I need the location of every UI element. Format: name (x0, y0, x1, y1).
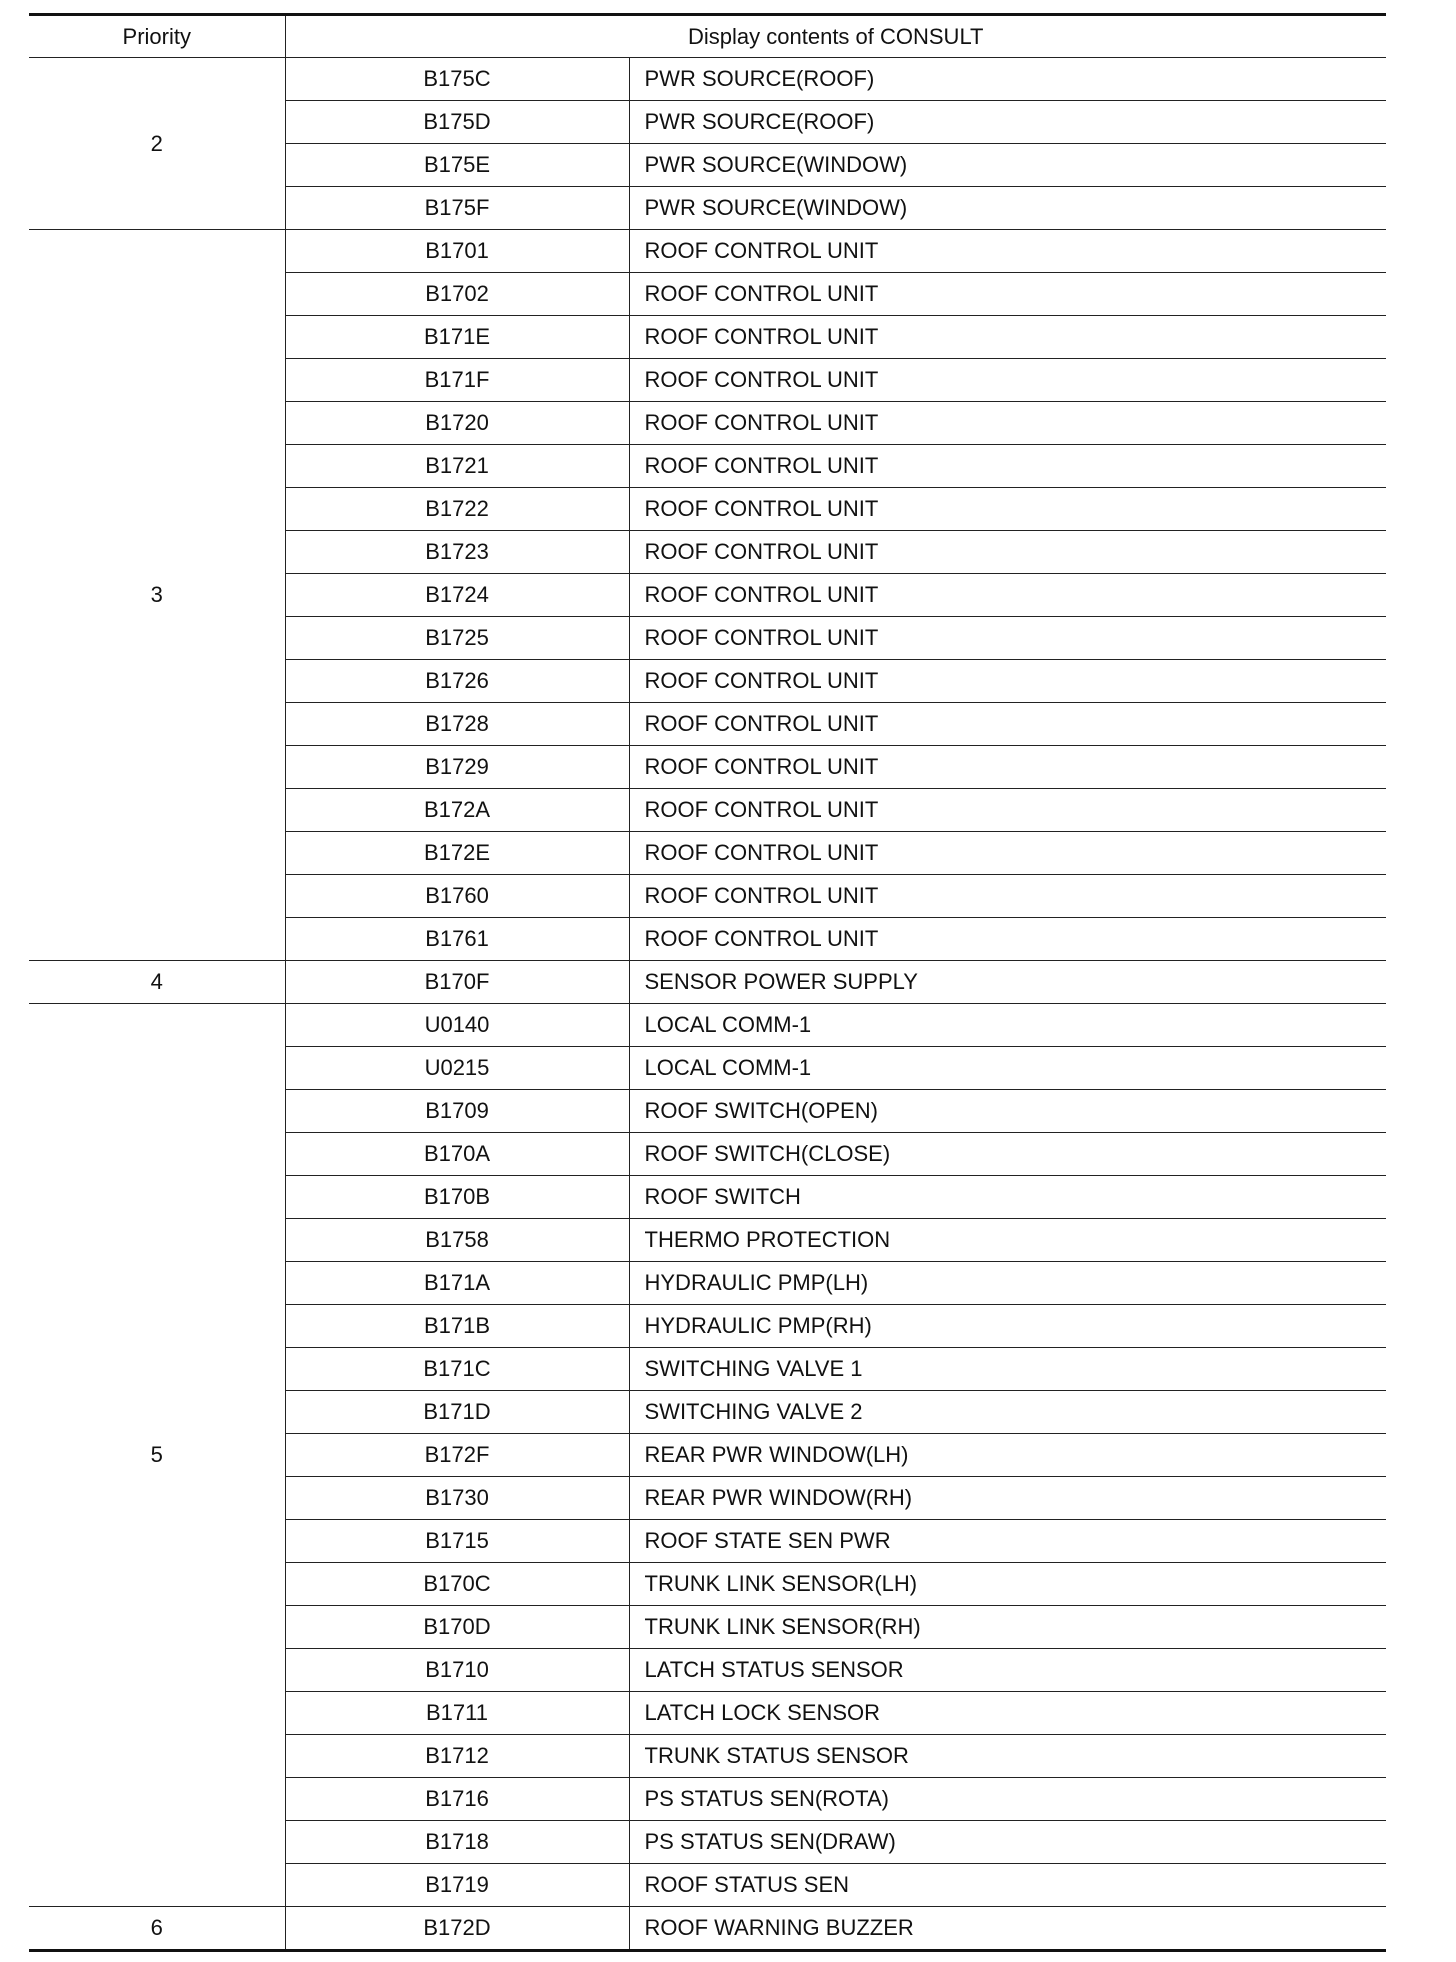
display-content-cell: THERMO PROTECTION (629, 1219, 1386, 1262)
table-row (29, 961, 1386, 1004)
dtc-code-cell: B171F (285, 359, 629, 402)
priority-cell: 2 (29, 58, 285, 230)
display-content-cell: ROOF CONTROL UNIT (629, 445, 1386, 488)
dtc-code-cell: B172E (285, 832, 629, 875)
display-content-cell: PWR SOURCE(ROOF) (629, 58, 1386, 101)
header-display-contents: Display contents of CONSULT (285, 15, 1386, 58)
dtc-code-cell: B1722 (285, 488, 629, 531)
display-content-cell: ROOF CONTROL UNIT (629, 402, 1386, 445)
table-row (29, 58, 1386, 101)
display-content-cell: SWITCHING VALVE 1 (629, 1348, 1386, 1391)
display-content-cell: ROOF SWITCH(OPEN) (629, 1090, 1386, 1133)
display-content-cell: TRUNK STATUS SENSOR (629, 1735, 1386, 1778)
dtc-code-cell: B171B (285, 1305, 629, 1348)
display-content-cell: ROOF STATUS SEN (629, 1864, 1386, 1907)
display-content-cell: ROOF WARNING BUZZER (629, 1907, 1386, 1951)
dtc-code-cell: B1723 (285, 531, 629, 574)
dtc-code-cell: B1720 (285, 402, 629, 445)
dtc-code-cell: B1718 (285, 1821, 629, 1864)
display-content-cell: LATCH STATUS SENSOR (629, 1649, 1386, 1692)
display-content-cell: ROOF CONTROL UNIT (629, 230, 1386, 273)
dtc-priority-table (29, 13, 1386, 1952)
dtc-code-cell: U0140 (285, 1004, 629, 1047)
dtc-code-cell: B170B (285, 1176, 629, 1219)
dtc-code-cell: B175E (285, 144, 629, 187)
display-content-cell: ROOF CONTROL UNIT (629, 359, 1386, 402)
dtc-code-cell: B172A (285, 789, 629, 832)
dtc-code-cell: B170C (285, 1563, 629, 1606)
dtc-code-cell: B171D (285, 1391, 629, 1434)
dtc-code-cell: B1709 (285, 1090, 629, 1133)
dtc-code-cell: B175F (285, 187, 629, 230)
dtc-code-cell: B1725 (285, 617, 629, 660)
display-content-cell: SENSOR POWER SUPPLY (629, 961, 1386, 1004)
dtc-code-cell: B1728 (285, 703, 629, 746)
header-priority: Priority (29, 15, 285, 58)
display-content-cell: ROOF CONTROL UNIT (629, 660, 1386, 703)
dtc-code-cell: U0215 (285, 1047, 629, 1090)
dtc-code-cell: B1761 (285, 918, 629, 961)
display-content-cell: ROOF CONTROL UNIT (629, 789, 1386, 832)
dtc-code-cell: B1760 (285, 875, 629, 918)
display-content-cell: PS STATUS SEN(DRAW) (629, 1821, 1386, 1864)
table-body (29, 58, 1386, 1951)
dtc-code-cell: B172D (285, 1907, 629, 1951)
display-content-cell: PWR SOURCE(WINDOW) (629, 144, 1386, 187)
dtc-code-cell: B170D (285, 1606, 629, 1649)
display-content-cell: ROOF CONTROL UNIT (629, 574, 1386, 617)
dtc-code-cell: B171A (285, 1262, 629, 1305)
display-content-cell: PWR SOURCE(WINDOW) (629, 187, 1386, 230)
dtc-code-cell: B1710 (285, 1649, 629, 1692)
dtc-code-cell: B1730 (285, 1477, 629, 1520)
display-content-cell: ROOF CONTROL UNIT (629, 316, 1386, 359)
dtc-code-cell: B1724 (285, 574, 629, 617)
dtc-code-cell: B1701 (285, 230, 629, 273)
display-content-cell: ROOF CONTROL UNIT (629, 918, 1386, 961)
priority-cell: 4 (29, 961, 285, 1004)
table-row (29, 1907, 1386, 1951)
display-content-cell: REAR PWR WINDOW(RH) (629, 1477, 1386, 1520)
display-content-cell: ROOF CONTROL UNIT (629, 746, 1386, 789)
priority-cell: 5 (29, 1004, 285, 1907)
dtc-code-cell: B172F (285, 1434, 629, 1477)
dtc-code-cell: B175C (285, 58, 629, 101)
display-content-cell: ROOF CONTROL UNIT (629, 875, 1386, 918)
display-content-cell: ROOF CONTROL UNIT (629, 273, 1386, 316)
display-content-cell: TRUNK LINK SENSOR(LH) (629, 1563, 1386, 1606)
display-content-cell: REAR PWR WINDOW(LH) (629, 1434, 1386, 1477)
priority-cell: 6 (29, 1907, 285, 1951)
display-content-cell: ROOF CONTROL UNIT (629, 617, 1386, 660)
dtc-code-cell: B1758 (285, 1219, 629, 1262)
display-content-cell: ROOF CONTROL UNIT (629, 531, 1386, 574)
dtc-code-cell: B175D (285, 101, 629, 144)
display-content-cell: LATCH LOCK SENSOR (629, 1692, 1386, 1735)
display-content-cell: LOCAL COMM-1 (629, 1047, 1386, 1090)
display-content-cell: ROOF CONTROL UNIT (629, 488, 1386, 531)
header-row (29, 15, 1386, 58)
dtc-code-cell: B1711 (285, 1692, 629, 1735)
dtc-code-cell: B1719 (285, 1864, 629, 1907)
dtc-code-cell: B170A (285, 1133, 629, 1176)
display-content-cell: ROOF STATE SEN PWR (629, 1520, 1386, 1563)
dtc-code-cell: B1712 (285, 1735, 629, 1778)
dtc-code-cell: B170F (285, 961, 629, 1004)
table-row (29, 1004, 1386, 1047)
dtc-code-cell: B171C (285, 1348, 629, 1391)
display-content-cell: HYDRAULIC PMP(LH) (629, 1262, 1386, 1305)
display-content-cell: PS STATUS SEN(ROTA) (629, 1778, 1386, 1821)
dtc-code-cell: B1729 (285, 746, 629, 789)
dtc-code-cell: B1726 (285, 660, 629, 703)
display-content-cell: ROOF SWITCH (629, 1176, 1386, 1219)
display-content-cell: PWR SOURCE(ROOF) (629, 101, 1386, 144)
display-content-cell: ROOF CONTROL UNIT (629, 832, 1386, 875)
priority-cell: 3 (29, 230, 285, 961)
dtc-code-cell: B1702 (285, 273, 629, 316)
dtc-code-cell: B1721 (285, 445, 629, 488)
display-content-cell: LOCAL COMM-1 (629, 1004, 1386, 1047)
dtc-code-cell: B1716 (285, 1778, 629, 1821)
table-row (29, 230, 1386, 273)
display-content-cell: ROOF SWITCH(CLOSE) (629, 1133, 1386, 1176)
display-content-cell: ROOF CONTROL UNIT (629, 703, 1386, 746)
dtc-code-cell: B1715 (285, 1520, 629, 1563)
display-content-cell: TRUNK LINK SENSOR(RH) (629, 1606, 1386, 1649)
dtc-code-cell: B171E (285, 316, 629, 359)
display-content-cell: HYDRAULIC PMP(RH) (629, 1305, 1386, 1348)
display-content-cell: SWITCHING VALVE 2 (629, 1391, 1386, 1434)
